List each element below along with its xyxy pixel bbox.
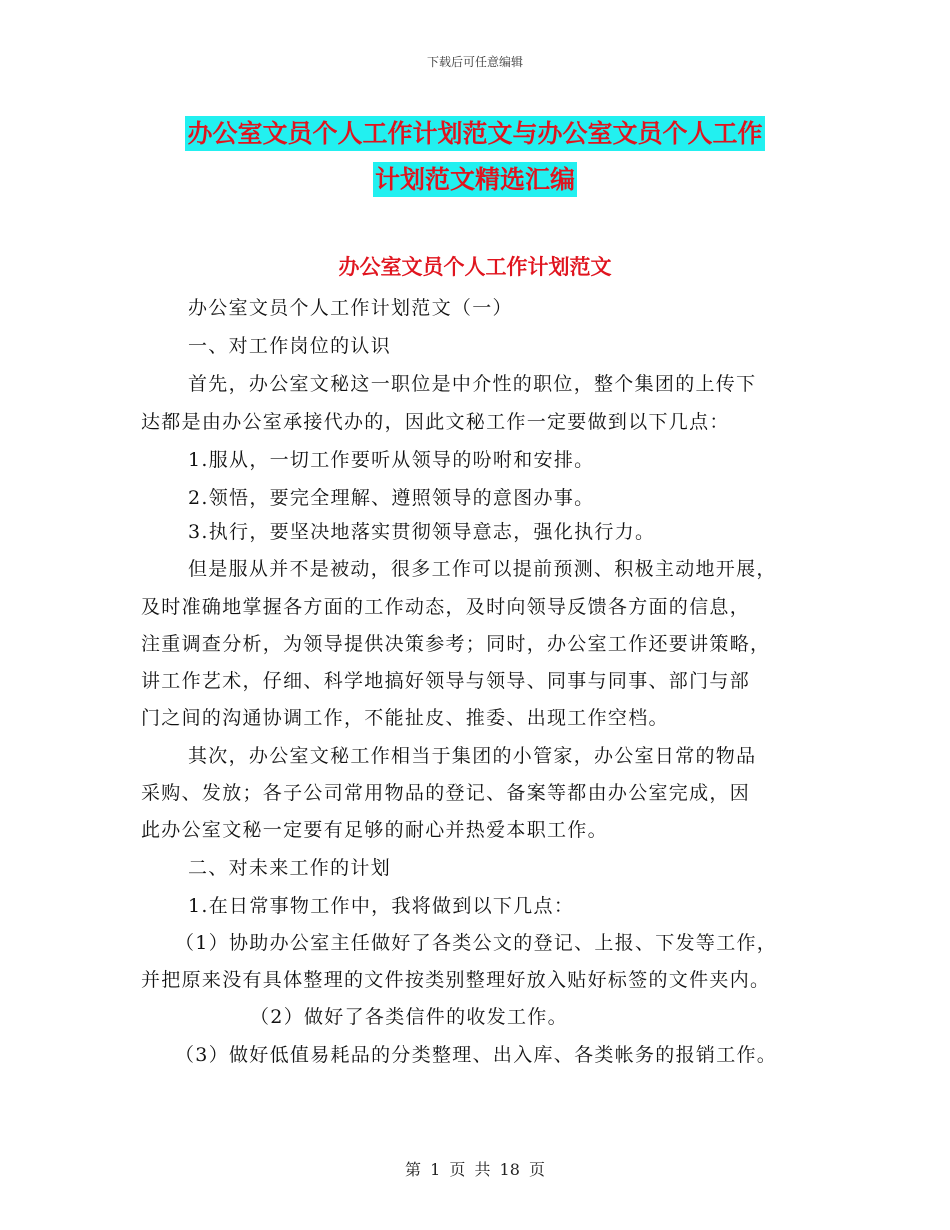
- section-title: 办公室文员个人工作计划范文: [338, 255, 612, 279]
- sub-list-item: （1）协助办公室主任做好了各类公文的登记、上报、下发等工作，: [175, 932, 778, 954]
- paragraph-line: 并把原来没有具体整理的文件按类别整理好放入贴好标签的文件夹内。: [141, 969, 771, 991]
- sub-list-item: （3）做好低值易耗品的分类整理、出入库、各类帐务的报销工作。: [175, 1044, 778, 1066]
- list-item: 1.服从，一切工作要听从领导的吩咐和安排。: [188, 449, 595, 471]
- paragraph-line: 首先，办公室文秘这一职位是中介性的职位，整个集团的上传下: [188, 373, 757, 395]
- document-title-line-2: [0, 160, 950, 196]
- paragraph-line: 讲工作艺术，仔细、科学地搞好领导与领导、同事与同事、部门与部: [141, 670, 751, 692]
- paragraph-line: 但是服从并不是被动，很多工作可以提前预测、积极主动地开展，: [188, 558, 777, 580]
- paragraph-line: 注重调查分析，为领导提供决策参考；同时，办公室工作还要讲策略，: [141, 633, 771, 655]
- title-highlight-2: 计划范文精选汇编: [373, 162, 577, 197]
- paragraph-line: 其次，办公室文秘工作相当于集团的小管家，办公室日常的物品: [188, 745, 757, 767]
- header-note: 下载后可任意编辑: [426, 55, 523, 69]
- heading-two: 二、对未来工作的计划: [188, 857, 392, 879]
- list-item: 3.执行，要坚决地落实贯彻领导意志，强化执行力。: [188, 521, 656, 543]
- paragraph-line: 达都是由办公室承接代办的，因此文秘工作一定要做到以下几点：: [141, 411, 730, 433]
- subsection-heading: 办公室文员个人工作计划范文（一）: [188, 297, 513, 319]
- list-item: 1.在日常事物工作中，我将做到以下几点：: [188, 895, 575, 917]
- paragraph-line: 及时准确地掌握各方面的工作动态，及时向领导反馈各方面的信息，: [141, 596, 751, 618]
- title-highlight-1: 办公室文员个人工作计划范文与办公室文员个人工作: [185, 116, 764, 151]
- sub-list-item: （2）做好了各类信件的收发工作。: [250, 1006, 568, 1028]
- list-item: 2.领悟，要完全理解、遵照领导的意图办事。: [188, 487, 595, 509]
- paragraph-line: 此办公室文秘一定要有足够的耐心并热爱本职工作。: [141, 819, 608, 841]
- document-title-line-1: [0, 114, 950, 150]
- paragraph-line: 门之间的沟通协调工作，不能扯皮、推委、出现工作空档。: [141, 707, 669, 729]
- heading-one: 一、对工作岗位的认识: [188, 335, 392, 357]
- paragraph-line: 采购、发放；各子公司常用物品的登记、备案等都由办公室完成，因: [141, 782, 751, 804]
- page-footer: 第 1 页 共 18 页: [405, 1160, 545, 1179]
